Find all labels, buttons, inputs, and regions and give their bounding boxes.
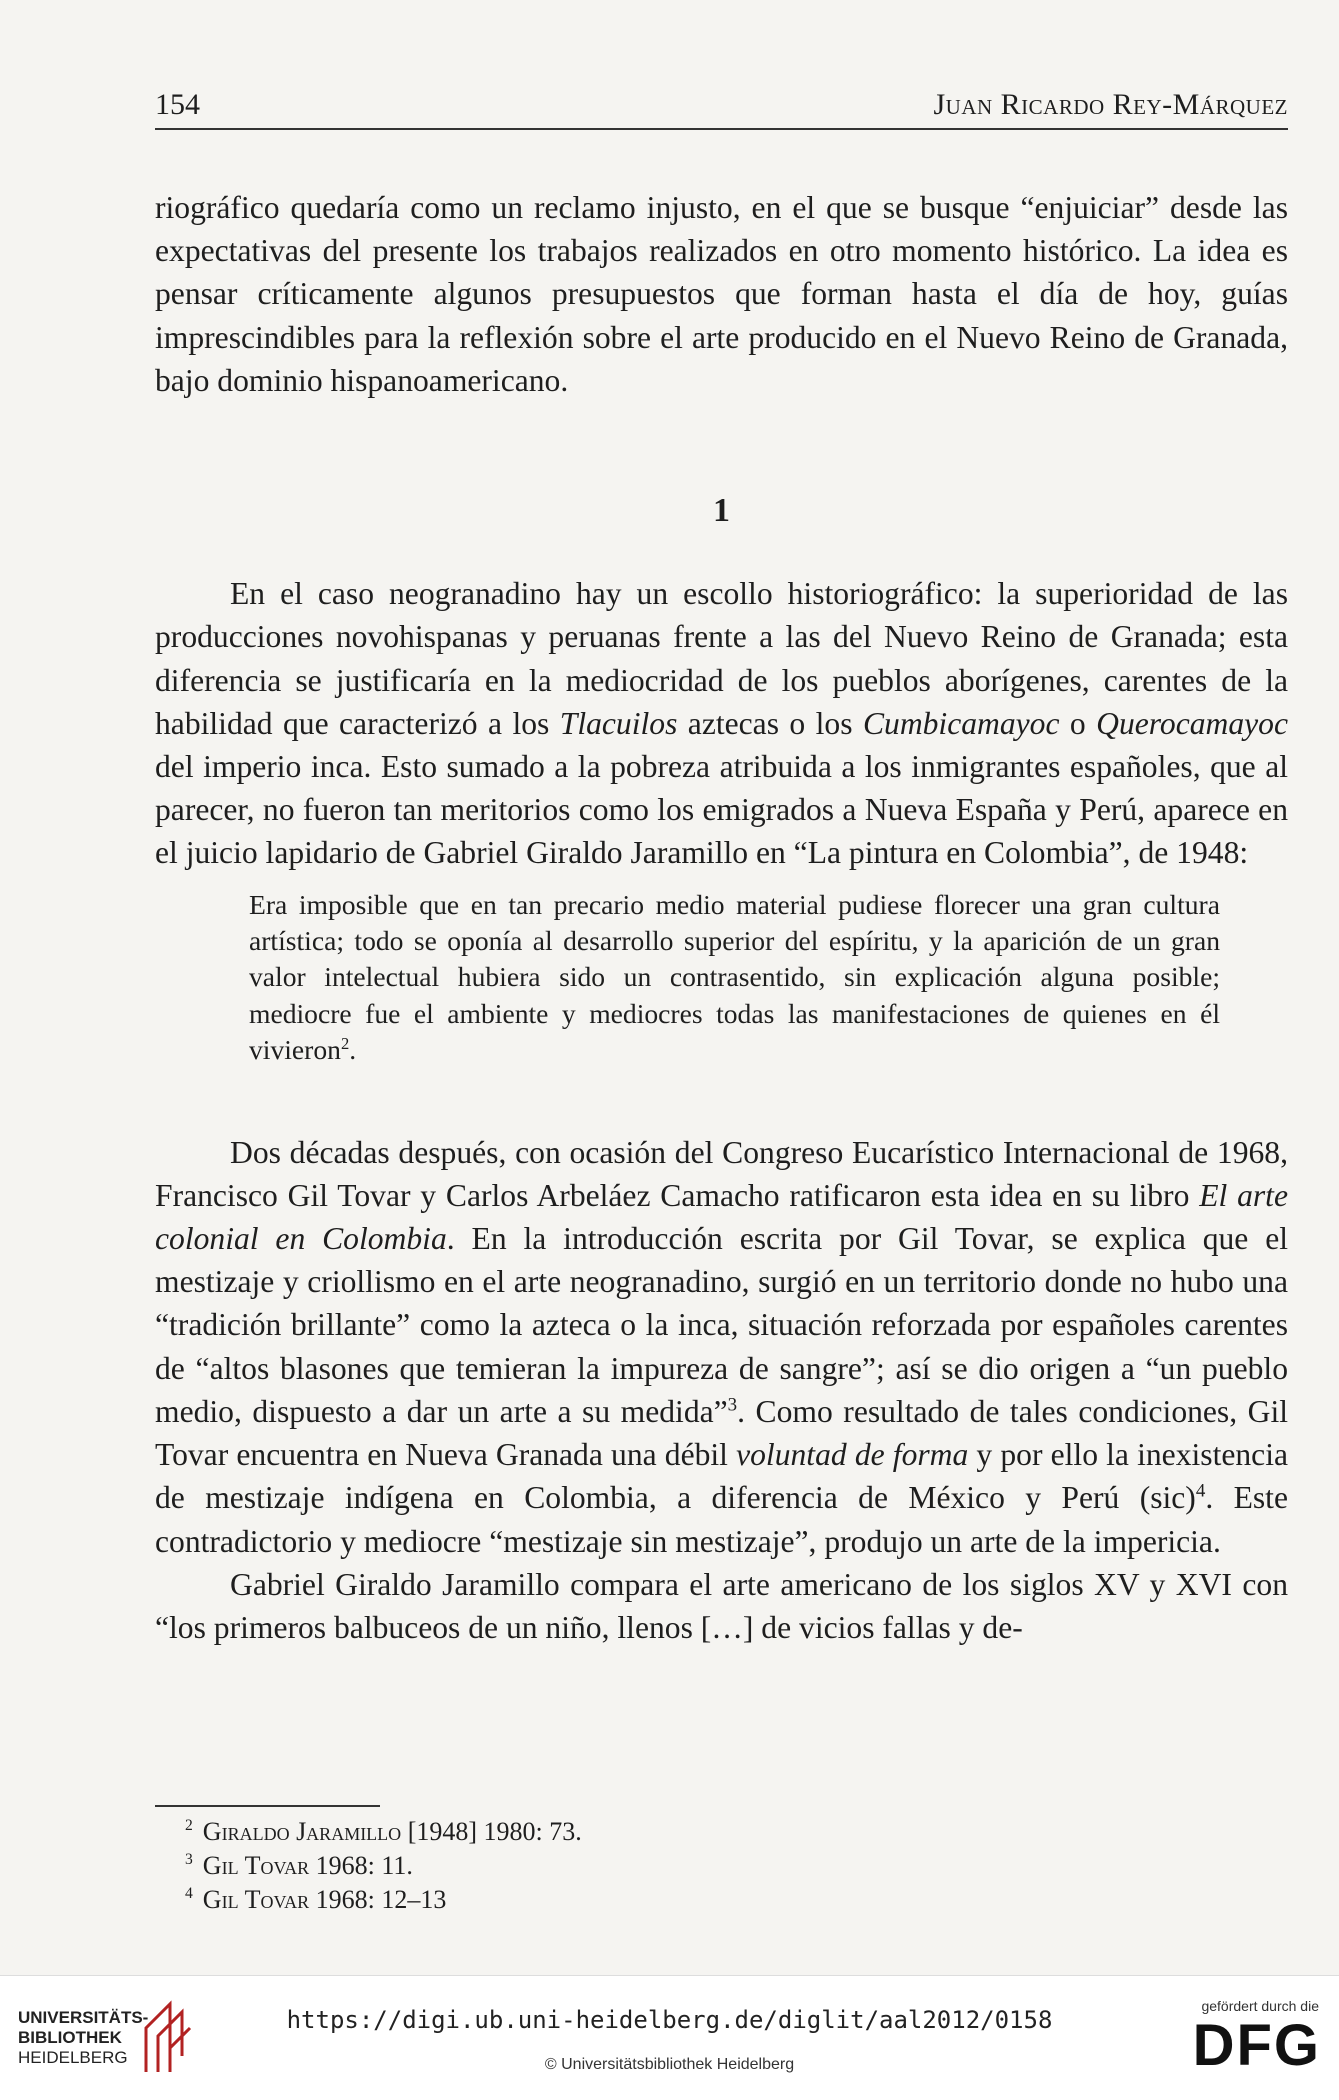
paragraph-gap	[155, 1075, 1288, 1131]
copyright-text: © Universitätsbibliothek Heidelberg	[544, 2056, 795, 2073]
quote-text: Era imposible que en tan precario medio material pudiese florecer una gran cultura artística; todo se oponía al desarrollo superior del espíritu, y la aparición de un gran valor intelectual hubiera sido un contrasentido, sin explicación alguna posible; mediocre fue el ambiente y mediocres todas las manifestaciones de quienes en él vivieron	[249, 888, 1220, 1066]
italic-term: Tlacuilos	[559, 705, 678, 741]
footnote-number: 3	[185, 1851, 193, 1869]
running-head: Juan Ricardo Rey-Márquez	[933, 88, 1288, 121]
footnote-citation: 1968: 12–13	[309, 1885, 447, 1914]
section-number: 1	[713, 492, 730, 530]
text-run: .	[349, 1034, 357, 1066]
footnote	[185, 1849, 1185, 1883]
main-text	[155, 186, 1288, 1649]
footnote-ref[interactable]: 3	[727, 1394, 738, 1416]
footnote-number: 2	[185, 1817, 193, 1835]
footnote-citation: [1948] 1980: 73.	[401, 1817, 582, 1846]
dfg-logo[interactable]: DFG	[1192, 2013, 1321, 2078]
text-run: En el caso neogranadino hay un escollo historiográfico: la superioridad de las producciones novohispanas y peruanas frente a las del Nuevo Reino de Granada; esta diferencia se justificaría en la mediocridad de los pueblos aborígenes, carentes de la habilidad que caracterizó a los	[155, 576, 1288, 741]
page-header	[155, 88, 1288, 130]
footnote-citation: 1968: 11.	[309, 1851, 413, 1880]
library-name-line: BIBLIOTHEK	[18, 2028, 122, 2047]
footnote-author: Gil Tovar	[202, 1851, 310, 1880]
text-run: Dos décadas después, con ocasión del Congreso Eucarístico Internacional de 1968, Francisco Gil Tovar y Carlos Arbeláez Camacho ratificaron esta idea en su libro	[155, 1134, 1288, 1213]
block-quote	[249, 887, 1220, 1069]
italic-term: Cumbicamayoc	[862, 705, 1060, 741]
footnote-ref[interactable]: 4	[1195, 1480, 1206, 1502]
footnote-author: Giraldo Jaramillo	[202, 1817, 402, 1846]
footnote	[185, 1883, 1185, 1917]
text-run: . Este contradictorio y mediocre “mestizaje sin mestizaje”, produjo un arte de la impericia.	[155, 1480, 1288, 1559]
text-run: del imperio inca. Esto sumado a la pobreza atribuida a los inmigrantes españoles, que al parecer, no fueron tan meritorios como los emigrados a Nueva España y Perú, aparece en el juicio lapidario de Gabriel Giraldo Jaramillo en “La pintura en Colombia”, de 1948:	[155, 749, 1288, 871]
italic-term: voluntad de forma	[736, 1437, 969, 1473]
footnotes	[185, 1815, 1185, 1917]
text-run: . Como resultado de tales condiciones, Gil Tovar encuentra en Nueva Granada una débil	[155, 1393, 1288, 1473]
footnote-rule	[155, 1805, 380, 1807]
text-run: o	[1059, 705, 1097, 741]
paragraph: Gabriel Giraldo Jaramillo compara el arte americano de los siglos XV y XVI con “los primeros balbuceos de un niño, llenos […] de vicios fallas y de-	[155, 1566, 1288, 1645]
paragraph-continued: riográfico quedaría como un reclamo injusto, en el que se busque “enjuiciar” desde las expectativas del presente los trabajos realizados en otro momento histórico. La idea es pensar críticamente algunos presupuestos que forman hasta el día de hoy, guías imprescindibles para la reflexión sobre el arte producido en el Nuevo Reino de Granada, bajo dominio hispanoamericano.	[155, 190, 1288, 398]
paragraph	[155, 572, 1288, 874]
footnote-author: Gil Tovar	[202, 1885, 310, 1914]
library-name-line: UNIVERSITÄTS-	[18, 2008, 149, 2027]
text-run: aztecas o los	[677, 705, 863, 741]
library-name-line: HEIDELBERG	[18, 2048, 128, 2067]
permalink-url[interactable]: https://digi.ub.uni-heidelberg.de/diglit/aal2012/0158	[286, 2006, 1053, 2034]
paragraph	[155, 1131, 1288, 1563]
funder-note: gefördert durch die	[1201, 1998, 1319, 2014]
text-run: y por ello la inexistencia de mestizaje indígena en Colombia, a diferencia de México y Perú (sic)	[155, 1437, 1288, 1516]
footnote-number: 4	[185, 1885, 193, 1903]
footnote-ref[interactable]: 2	[340, 1034, 350, 1054]
book-title: El arte colonial en Colombia	[155, 1177, 1288, 1257]
page-number: 154	[155, 88, 200, 121]
footnote	[185, 1815, 1185, 1849]
text-run: . En la introducción escrita por Gil Tovar, se explica que el mestizaje y criollismo en el arte neogranadino, surgió en un territorio donde no hubo una “tradición brillante” como la azteca o la inca, situación reforzada por españoles carentes de “altos blasones que temieran la impureza de sangre”; así se dio origen a “un pueblo medio, dispuesto a dar un arte a su medida”	[155, 1221, 1289, 1429]
viewer-footer	[0, 1975, 1339, 2100]
italic-term: Querocamayoc	[1096, 705, 1288, 741]
